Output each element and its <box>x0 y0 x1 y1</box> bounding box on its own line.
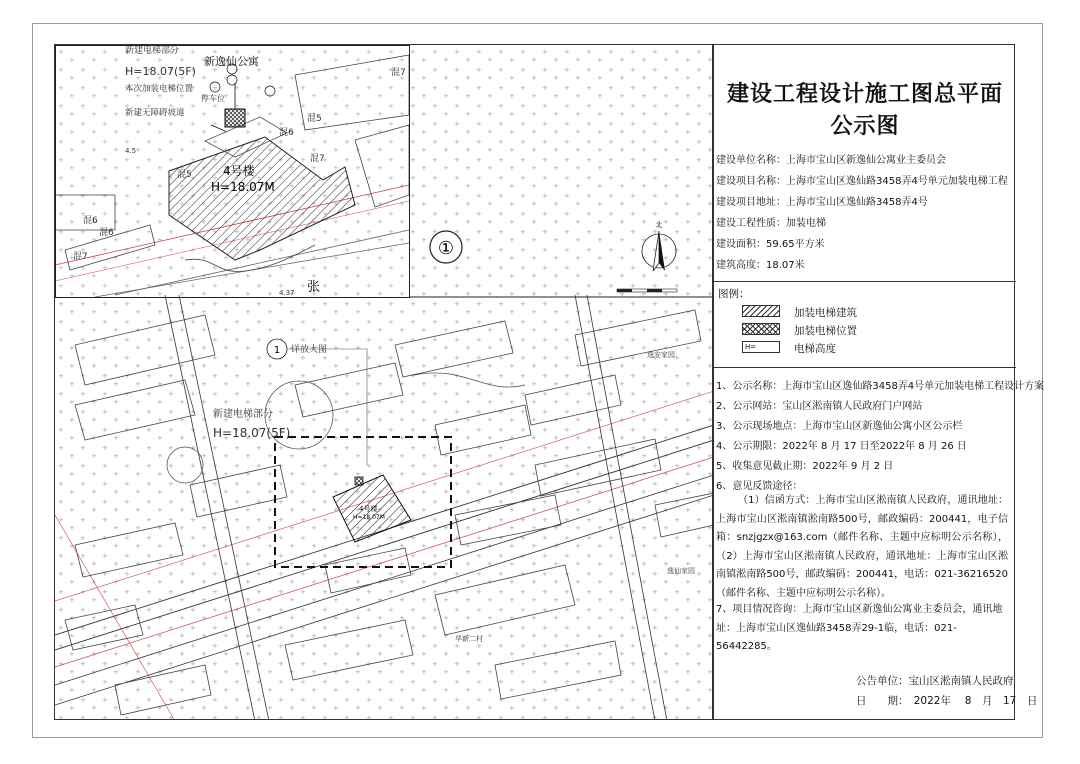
page-subtitle: 公示图 <box>830 114 900 139</box>
mix-label: 混7 <box>391 68 406 78</box>
notice-item: 6、意见反馈途径： <box>716 481 803 492</box>
main-elevator-height: H=18.07(5F) <box>213 426 291 440</box>
spot-elevation: 4.37 <box>279 289 295 297</box>
hatch-swatch <box>742 305 780 317</box>
divider <box>714 281 1016 282</box>
info-address: 建设项目地址：上海市宝山区逸仙路3458弄4号 <box>716 197 928 208</box>
inset-parking-label: 停车位 <box>201 94 225 103</box>
consult-text: 7、项目情况咨询：上海市宝山区新逸仙公寓业主委员会，通讯地址：上海市宝山区逸仙路3458弄29-1临，电话：021-56442285。 <box>716 604 1003 652</box>
info-unit: 建设单位名称：上海市宝山区新逸仙公寓业主委员会 <box>716 155 946 166</box>
inset-elevator-height: H=18.07(5F) <box>125 65 196 78</box>
feedback-text: （1）信函方式：上海市宝山区淞南镇人民政府，通讯地址：上海市宝山区淞南镇淞南路500号，邮政编码：200441，电子信箱：snzjgzx@163.com（邮件名称、主题中应标明公示名称），（2）上海市宝山区淞南镇人民政府，通讯地址：上海市宝山区淞南镇淞南路500号，邮政编码：200441，电话：021-36216520（邮件名称、主题中应标明公示名称）。 <box>716 495 1008 599</box>
mix-label: 混7 <box>310 154 325 164</box>
page-title: 建设工程设计施工图总平面 <box>726 82 1003 107</box>
site-plan-map <box>54 44 713 720</box>
detail-inset <box>55 45 410 298</box>
legend-label: 加装电梯位置 <box>794 325 857 337</box>
legend-label: 加装电梯建筑 <box>794 307 857 319</box>
inset-ramp-label: 新建无障碍坡道 <box>125 108 185 118</box>
info-height: 建筑高度：18.07米 <box>716 260 805 271</box>
notice-item: 3、公示现场地点：上海市宝山区新逸仙公寓小区公示栏 <box>716 421 963 432</box>
height-swatch: H= <box>742 341 780 353</box>
main-building-label: 4号楼 <box>359 505 378 513</box>
notice-item: 2、公示网站：宝山区淞南镇人民政府门户网站 <box>716 401 923 412</box>
divider <box>714 367 1016 368</box>
road-label: 逸安家园 <box>647 351 675 359</box>
crosshatch-swatch <box>742 323 780 335</box>
road-label: 华新二村 <box>455 635 483 643</box>
info-area: 建设面积：59.65平方米 <box>716 239 825 250</box>
elevator-position-marker <box>355 477 363 485</box>
signature-unit: 公告单位：宝山区淞南镇人民政府 <box>856 675 1014 687</box>
site-plan-drawing <box>55 45 713 720</box>
scale-bar <box>617 289 677 292</box>
info-project-name: 建设项目名称：上海市宝山区逸仙路3458弄4号单元加装电梯工程 <box>716 176 1008 187</box>
road-label: 逸仙家园 <box>667 567 695 575</box>
inset-building-height: H=18.07M <box>211 180 275 194</box>
inset-building-label: 4号楼 <box>223 164 255 178</box>
info-nature: 建设工程性质：加装电梯 <box>716 218 826 229</box>
inset-elevator-position-note: 本次加装电梯位置 <box>125 84 194 94</box>
street-char: 张 <box>307 280 321 295</box>
legend-title: 图例： <box>718 288 750 300</box>
mix-label: 混6 <box>83 216 98 226</box>
main-new-elevator-part: 新建电梯部分 <box>213 409 273 420</box>
svg-text:1: 1 <box>273 345 281 356</box>
legend-label: 电梯高度 <box>794 343 836 355</box>
signature-date: 日 期： 2022年 8 月 17 日 <box>856 695 1038 707</box>
mix-label: 混5 <box>307 114 322 124</box>
inset-number: ① <box>437 238 455 259</box>
north-label: 北 <box>655 221 663 229</box>
inset-new-elevator-part: 新建电梯部分 <box>125 46 180 56</box>
mix-label: 混7 <box>73 252 88 262</box>
mix-label: 混6 <box>279 128 294 138</box>
info-panel <box>713 44 1045 720</box>
inset-building-name: 新逸仙公寓 <box>204 55 259 68</box>
notice-item: 1、公示名称：上海市宝山区逸仙路3458弄4号单元加装电梯工程设计方案 <box>716 381 1045 392</box>
notice-item: 5、收集意见截止期：2022年 9 月 2 日 <box>716 461 894 472</box>
main-building-height: H=18.07M <box>353 514 385 521</box>
spot-elevation: 4.5 <box>125 147 137 155</box>
mix-label: 混5 <box>177 170 192 180</box>
mix-label: 混6 <box>99 228 114 238</box>
detail-label: 详放大图 <box>291 345 328 355</box>
notice-item: 4、公示期限：2022年 8 月 17 日至2022年 8 月 26 日 <box>716 441 967 452</box>
